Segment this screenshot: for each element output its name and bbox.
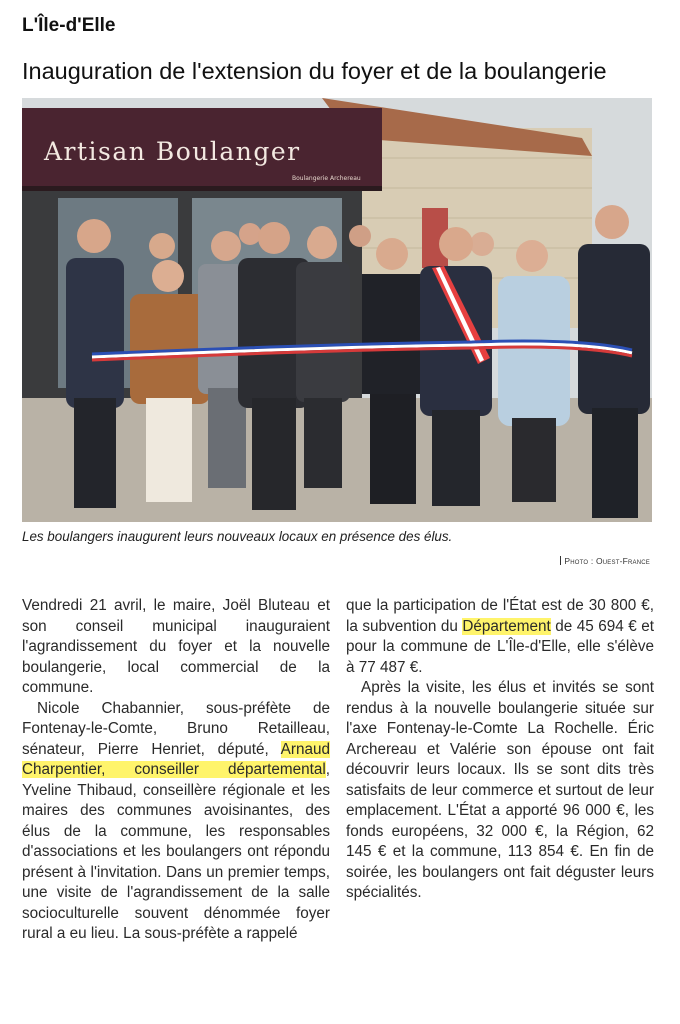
- paragraph-2-text-b: , Yveline Thibaud, conseillère régionale et les maires des communes avoisinantes, des élus de la commune, les responsables d'associations et les boulangers ont répondu présent à l'invitation. Dans un premier temps, une visite de l'agrandissement de la salle socioculturelle souvent dénommée foyer rural a eu lieu. La sous-préfète a rappelé: [22, 761, 330, 942]
- article-column-right: [346, 596, 654, 904]
- paragraph-2-text-a: Nicole Chabannier, sous-préfète de Fontenay-le-Comte, Bruno Retailleau, sénateur, Pierre Henriet, député,: [22, 699, 330, 758]
- article-column-left: [22, 596, 330, 945]
- article-photo: [22, 98, 652, 522]
- locality-heading: L'Île-d'Elle: [22, 15, 116, 36]
- credit-divider: [560, 556, 561, 565]
- photo-caption: Les boulangers inaugurent leurs nouveaux locaux en présence des élus.: [22, 529, 453, 544]
- photo-credit-text: Photo : Ouest-France: [564, 556, 650, 566]
- shop-subsign-text: Boulangerie Archereau: [292, 175, 361, 182]
- paragraph-3-text-b: de 45 694 € et pour la commune de L'Île-d'Elle, elle s'élève à 77 487 €.: [346, 617, 654, 676]
- paragraph-4: [346, 678, 654, 904]
- highlight-arnaud-charpentier: Arnaud Charpentier, conseiller départemental: [22, 740, 330, 778]
- paragraph-3-text-a: que la participation de l'État est de 30 800 €, la subvention du: [346, 597, 654, 635]
- article-headline: Inauguration de l'extension du foyer et de la boulangerie: [22, 58, 607, 84]
- paragraph-3: [346, 596, 654, 678]
- paragraph-4-text: Après la visite, les élus et invités se sont rendus à la nouvelle boulangerie située sur l'axe Fontenay-le-Comte La Rochelle. Éric Archereau et Valérie son épouse ont fait découvrir leurs locaux. Ils se sont dits très satisfaits de leur commerce et surtout de leur emplacement. L'État a apporté 96 000 €, les fonds européens, 32 000 €, la Région, 62 145 € et la commune, 113 854 €. En fin de soirée, les boulangers ont fait déguster leurs spécialités.: [346, 679, 654, 901]
- highlight-departement: Département: [462, 617, 551, 635]
- shop-sign-text: Artisan Boulanger: [44, 137, 301, 166]
- paragraph-1-text: Vendredi 21 avril, le maire, Joël Bluteau et son conseil municipal inauguraient l'agrandissement du foyer et la nouvelle boulangerie, local commercial de la commune.: [22, 597, 330, 696]
- paragraph-2: [22, 699, 330, 945]
- paragraph-1: [22, 596, 330, 699]
- photo-credit: [560, 556, 650, 566]
